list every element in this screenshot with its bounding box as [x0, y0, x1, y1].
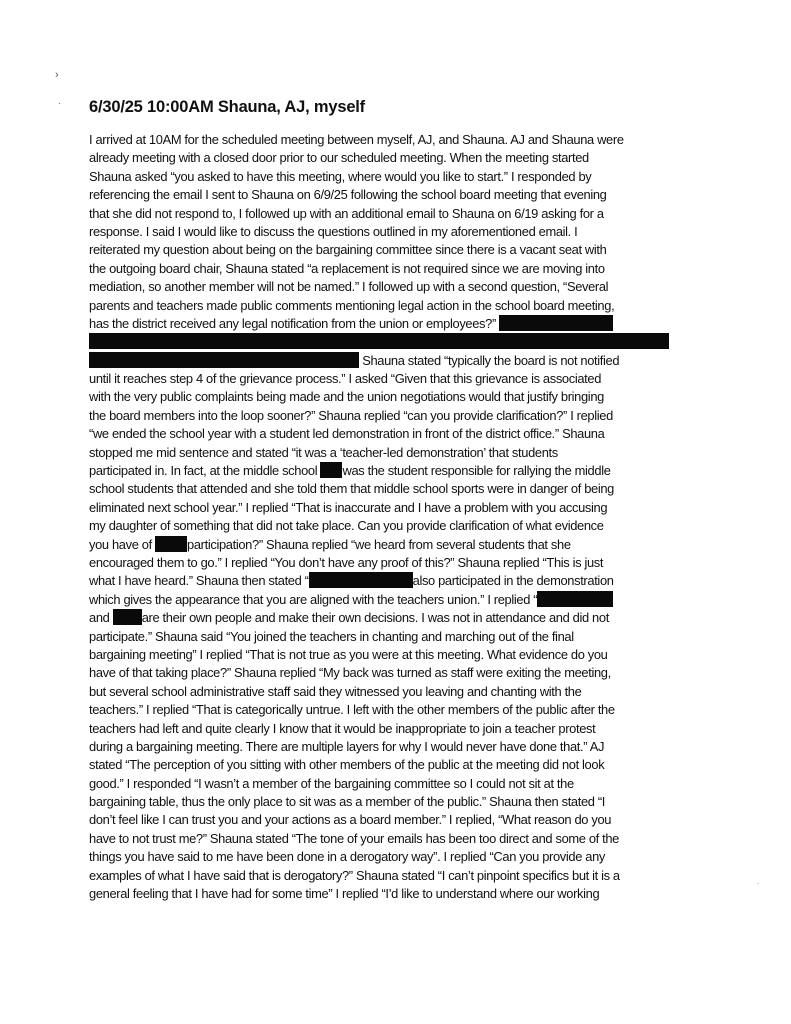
text-line: good.” I responded “I wasn’t a member of the bargaining committee so I could not sit at the — [89, 775, 574, 791]
text-line: referencing the email I sent to Shauna on 6/9/25 following the school board meeting that evening — [89, 187, 607, 203]
text-line: have of that taking place?” Shauna replied “My back was turned as staff were exiting the meeting, — [89, 665, 611, 681]
text-line: encouraged them to go.” I replied “You don’t have any proof of this?” Shauna replied “This is just — [89, 554, 604, 570]
text-line: until it reaches step 4 of the grievance process.” I asked “Given that this grievance is associated — [89, 371, 602, 387]
text-line: Shauna asked “you asked to have this meeting, where would you like to start.” I responded by — [89, 168, 592, 184]
redaction-box — [113, 609, 142, 625]
text-line: I arrived at 10AM for the scheduled meeting between myself, AJ, and Shauna. AJ and Shauna were — [89, 132, 624, 147]
text-line: teachers.” I replied “That is categorically untrue. I left with the other members of the public after the — [89, 702, 615, 718]
text-line — [89, 333, 699, 351]
text-line: have to not trust me?” Shauna stated “The tone of your emails has been too direct and some of the — [89, 830, 619, 846]
text-line: “we ended the school year with a student led demonstration in front of the district office.” Shauna — [89, 426, 605, 442]
text-line: Shauna stated “typically the board is not notified — [89, 352, 699, 370]
redaction-box — [89, 333, 669, 349]
redaction-box — [155, 536, 187, 552]
text-line: teachers had left and quite clearly I know that it would be inappropriate to join a teacher protest — [89, 720, 596, 736]
redaction-box — [309, 572, 413, 588]
text-line: the board members into the loop sooner?” Shauna replied “can you provide clarification?” I replied — [89, 407, 613, 423]
meeting-heading: 6/30/25 10:00AM Shauna, AJ, myself — [89, 98, 365, 116]
text-line: bargaining table, thus the only place to sit was as a member of the public.” Shauna then stated “I — [89, 794, 606, 810]
text-line: and are their own people and make their own decisions. I was not in attendance and did not — [89, 610, 609, 626]
text-line: bargaining meeting” I replied “That is not true as you were at this meeting. What evidence do you — [89, 646, 608, 662]
redaction-box — [89, 352, 359, 368]
text-line: has the district received any legal notification from the union or employees?” — [89, 315, 699, 333]
redaction-box — [320, 462, 342, 478]
text-line: school students that attended and she told them that middle school sports were in danger of being — [89, 481, 614, 497]
text-line: general feeling that I have had for some time” I replied “I’d like to understand where our working — [89, 886, 600, 902]
text-line: stated “The perception of you sitting with other members of the public at the meeting did not look — [89, 757, 605, 773]
text-line: what I have heard.” Shauna then stated “ also participated in the demonstration — [89, 573, 614, 589]
text-line: don’t feel like I can trust you and your actions as a board member.” I replied, “What reason do you — [89, 812, 612, 828]
text-line: that she did not respond to, I followed up with an additional email to Shauna on 6/19 asking for a — [89, 205, 604, 221]
scan-mark: › — [55, 69, 59, 81]
text-line: parents and teachers made public comments mentioning legal action in the school board meeting, — [89, 297, 615, 313]
text-line: which gives the appearance that you are aligned with the teachers union.” I replied “ — [89, 591, 699, 609]
text-line: stopped me mid sentence and stated “it was a ‘teacher-led demonstration’ that students — [89, 444, 558, 460]
text-line: eliminated next school year.” I replied “That is inaccurate and I have a problem with you accusing — [89, 499, 608, 515]
text-line: already meeting with a closed door prior to our scheduled meeting. When the meeting started — [89, 150, 589, 166]
text-line: participated in. In fact, at the middle school was the student responsible for rallying the middle — [89, 463, 611, 479]
text-line: the outgoing board chair, Shauna stated “a replacement is not required since we are moving into — [89, 260, 605, 276]
scan-mark: ․ — [757, 880, 760, 886]
text-line: but several school administrative staff said they witnessed you leaving and chanting with the — [89, 683, 582, 699]
text-line: you have of participation?” Shauna replied “we heard from several students that she — [89, 536, 571, 552]
text-line: my daughter of something that did not take place. Can you provide clarification of what evidence — [89, 518, 604, 534]
text-line: mediation, so another member will not be named.” I followed up with a second question, “Several — [89, 279, 609, 295]
redaction-box — [499, 315, 613, 331]
text-line: with the very public complaints being made and the union negotiations would that justify bringing — [89, 389, 604, 405]
text-line: things you have said to me have been done in a derogatory way”. I replied “Can you provide any — [89, 849, 606, 865]
text-line: participate.” Shauna said “You joined the teachers in chanting and marching out of the final — [89, 628, 574, 644]
text-line: reiterated my question about being on the bargaining committee since there is a vacant seat with — [89, 242, 607, 258]
text-line: during a bargaining meeting. There are multiple layers for why I would never have done that.” AJ — [89, 738, 605, 754]
text-line: examples of what I have said that is derogatory?” Shauna stated “I can’t pinpoint specifics but it is a — [89, 867, 620, 883]
meeting-notes-body — [89, 131, 699, 903]
redaction-box — [537, 591, 613, 607]
text-line: response. I said I would like to discuss the questions outlined in my aforementioned email. I — [89, 223, 578, 239]
scan-mark: ․ — [58, 97, 61, 106]
